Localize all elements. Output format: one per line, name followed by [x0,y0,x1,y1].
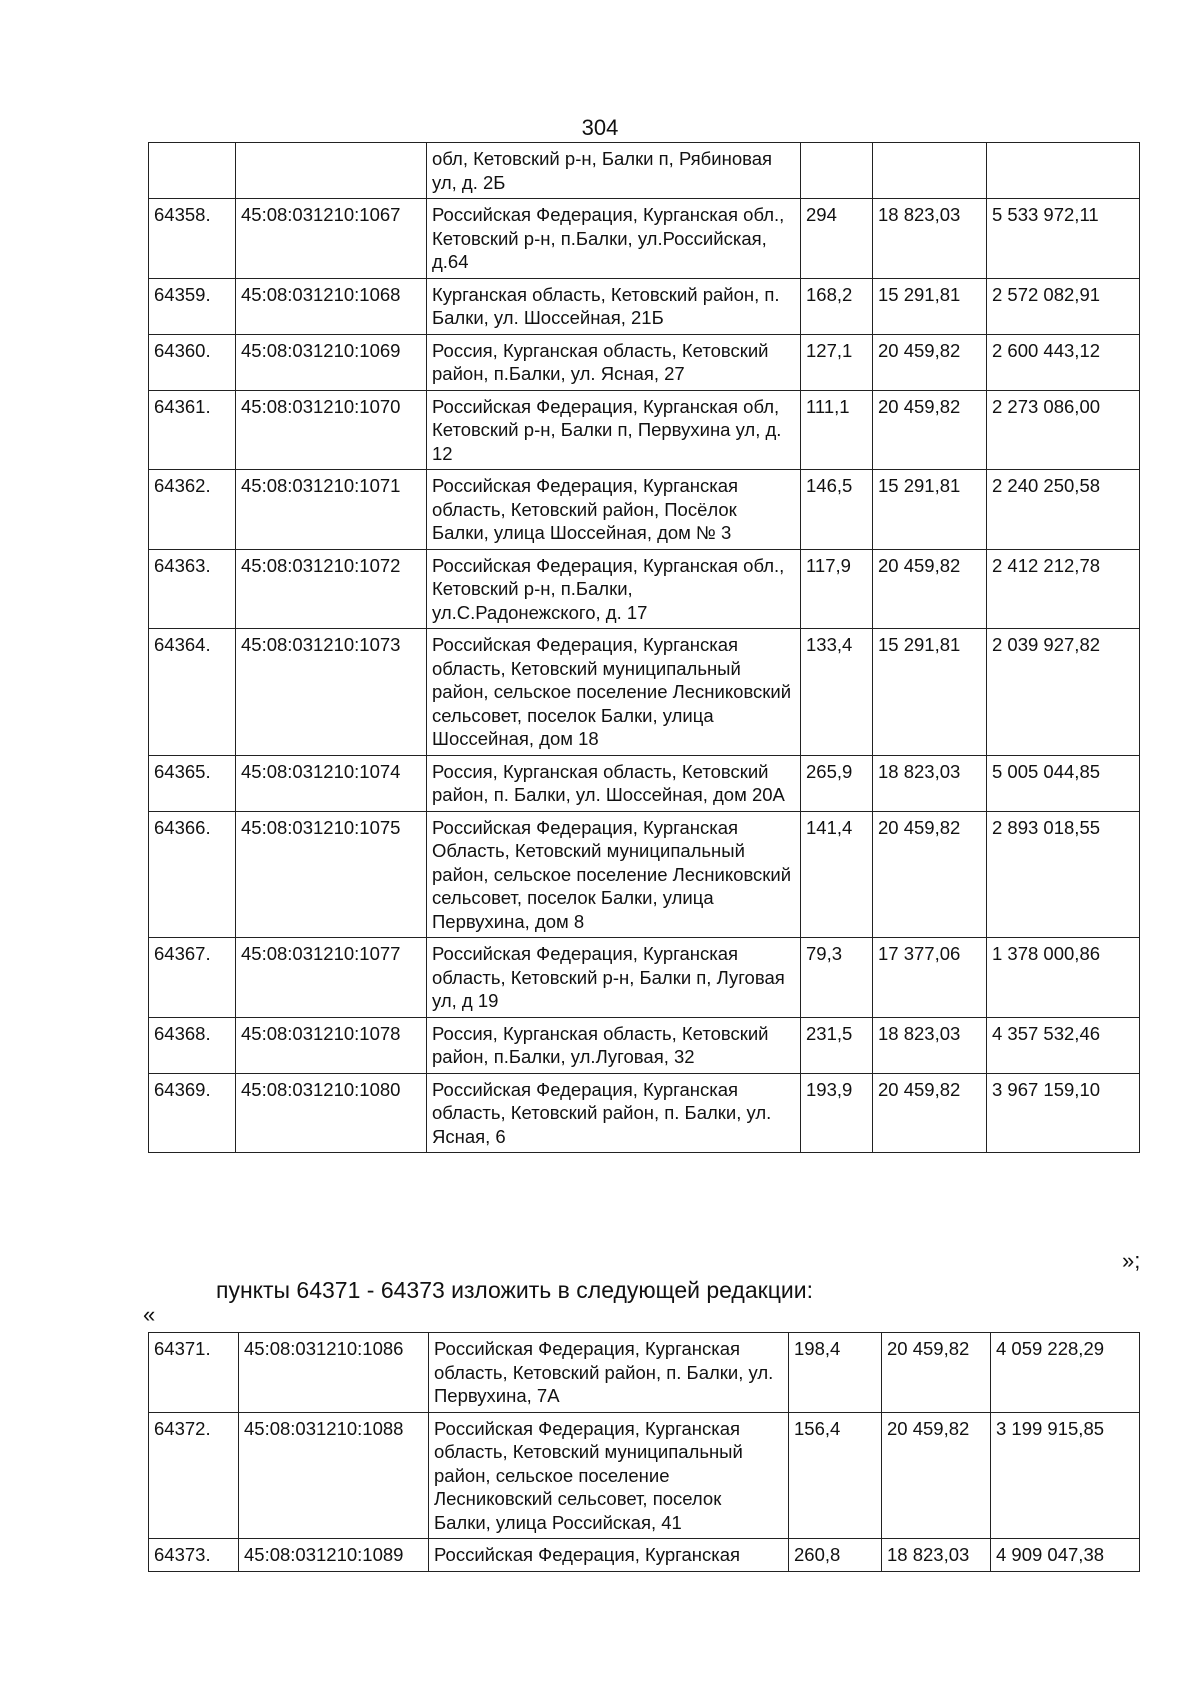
address-cell: Российская Федерация, Курганская обл., Кетовский р-н, п.Балки, ул.С.Радонежского, д. 17 [427,549,801,629]
cadastral-rate-cell: 15 291,81 [873,278,987,334]
cadastral-number-cell: 45:08:031210:1068 [236,278,427,334]
cadastral-value-cell: 4 357 532,46 [987,1017,1140,1073]
area-cell: 294 [801,199,873,279]
cadastral-value-cell: 5 533 972,11 [987,199,1140,279]
cadastral-value-cell: 2 240 250,58 [987,470,1140,550]
area-cell [801,143,873,199]
row-number-cell: 64371. [149,1333,239,1413]
row-number-cell: 64362. [149,470,236,550]
table-row [149,390,1140,470]
address-cell: Российская Федерация, Курганская область, Кетовский район, п. Балки, ул. Ясная, 6 [427,1073,801,1153]
row-number-cell: 64360. [149,334,236,390]
cadastral-rate-cell: 20 459,82 [873,811,987,938]
address-cell: Российская Федерация, Курганская область, Кетовский район, Посёлок Балки, улица Шоссейная, дом № 3 [427,470,801,550]
address-cell: Российская Федерация, Курганская область, Кетовский район, п. Балки, ул. Первухина, 7А [429,1333,789,1413]
cadastral-number-cell: 45:08:031210:1070 [236,390,427,470]
cadastral-number-cell [236,143,427,199]
cadastral-number-cell: 45:08:031210:1067 [236,199,427,279]
row-number-cell: 64369. [149,1073,236,1153]
amended-property-table [148,1332,1140,1572]
area-cell: 231,5 [801,1017,873,1073]
cadastral-rate-cell: 18 823,03 [873,199,987,279]
cadastral-rate-cell: 20 459,82 [882,1333,991,1413]
area-cell: 133,4 [801,629,873,756]
address-cell: Российская Федерация, Курганская обл., Кетовский р-н, п.Балки, ул.Российская, д.64 [427,199,801,279]
cadastral-number-cell: 45:08:031210:1088 [239,1412,429,1539]
closing-quote: »; [1122,1248,1141,1273]
address-cell: Курганская область, Кетовский район, п. Балки, ул. Шоссейная, 21Б [427,278,801,334]
area-cell: 260,8 [789,1539,882,1572]
cadastral-rate-cell: 20 459,82 [873,1073,987,1153]
cadastral-value-cell: 2 600 443,12 [987,334,1140,390]
area-cell: 198,4 [789,1333,882,1413]
table-row [149,1539,1140,1572]
cadastral-rate-cell [873,143,987,199]
table-row [149,278,1140,334]
area-cell: 168,2 [801,278,873,334]
cadastral-rate-cell: 18 823,03 [873,755,987,811]
cadastral-rate-cell: 20 459,82 [873,334,987,390]
row-number-cell [149,143,236,199]
cadastral-value-cell: 2 412 212,78 [987,549,1140,629]
row-number-cell: 64358. [149,199,236,279]
row-number-cell: 64365. [149,755,236,811]
cadastral-value-cell: 2 273 086,00 [987,390,1140,470]
area-cell: 127,1 [801,334,873,390]
table-row [149,1073,1140,1153]
cadastral-number-cell: 45:08:031210:1075 [236,811,427,938]
table-row [149,755,1140,811]
cadastral-number-cell: 45:08:031210:1071 [236,470,427,550]
table-row [149,811,1140,938]
cadastral-number-cell: 45:08:031210:1073 [236,629,427,756]
address-cell: Российская Федерация, Курганская [429,1539,789,1572]
cadastral-number-cell: 45:08:031210:1080 [236,1073,427,1153]
cadastral-number-cell: 45:08:031210:1069 [236,334,427,390]
address-cell: Российская Федерация, Курганская Область, Кетовский муниципальный район, сельское поселение Лесниковский сельсовет, поселок Балки, улица Первухина, дом 8 [427,811,801,938]
area-cell: 156,4 [789,1412,882,1539]
address-cell: Российская Федерация, Курганская область, Кетовский р-н, Балки п, Луговая ул, д 19 [427,938,801,1018]
address-cell: Россия, Курганская область, Кетовский район, п.Балки, ул. Ясная, 27 [427,334,801,390]
cadastral-value-cell: 3 199 915,85 [991,1412,1140,1539]
area-cell: 111,1 [801,390,873,470]
row-number-cell: 64372. [149,1412,239,1539]
table-row [149,199,1140,279]
cadastral-value-cell: 3 967 159,10 [987,1073,1140,1153]
cadastral-rate-cell: 20 459,82 [882,1412,991,1539]
address-cell: Россия, Курганская область, Кетовский район, п. Балки, ул. Шоссейная, дом 20А [427,755,801,811]
table-row [149,334,1140,390]
cadastral-rate-cell: 15 291,81 [873,629,987,756]
cadastral-value-cell: 5 005 044,85 [987,755,1140,811]
cadastral-rate-cell: 17 377,06 [873,938,987,1018]
cadastral-number-cell: 45:08:031210:1072 [236,549,427,629]
cadastral-rate-cell: 20 459,82 [873,549,987,629]
cadastral-value-cell: 2 893 018,55 [987,811,1140,938]
opening-quote: « [143,1302,156,1327]
cadastral-rate-cell: 20 459,82 [873,390,987,470]
cadastral-number-cell: 45:08:031210:1078 [236,1017,427,1073]
amendment-instruction: пункты 64371 - 64373 изложить в следующей редакции: [216,1277,813,1303]
table-row [149,470,1140,550]
address-cell: Российская Федерация, Курганская область, Кетовский муниципальный район, сельское поселение Лесниковский сельсовет, поселок Балки, улица Шоссейная, дом 18 [427,629,801,756]
row-number-cell: 64367. [149,938,236,1018]
row-number-cell: 64363. [149,549,236,629]
row-number-cell: 64364. [149,629,236,756]
cadastral-rate-cell: 15 291,81 [873,470,987,550]
table-row [149,143,1140,199]
area-cell: 265,9 [801,755,873,811]
address-cell: Россия, Курганская область, Кетовский район, п.Балки, ул.Луговая, 32 [427,1017,801,1073]
table-row [149,629,1140,756]
area-cell: 79,3 [801,938,873,1018]
area-cell: 117,9 [801,549,873,629]
row-number-cell: 64359. [149,278,236,334]
area-cell: 141,4 [801,811,873,938]
cadastral-number-cell: 45:08:031210:1089 [239,1539,429,1572]
row-number-cell: 64361. [149,390,236,470]
cadastral-rate-cell: 18 823,03 [882,1539,991,1572]
cadastral-rate-cell: 18 823,03 [873,1017,987,1073]
cadastral-value-cell: 1 378 000,86 [987,938,1140,1018]
address-cell: Российская Федерация, Курганская обл, Кетовский р-н, Балки п, Первухина ул, д. 12 [427,390,801,470]
property-table [148,142,1140,1153]
cadastral-number-cell: 45:08:031210:1086 [239,1333,429,1413]
address-cell: обл, Кетовский р-н, Балки п, Рябиновая ул, д. 2Б [427,143,801,199]
cadastral-number-cell: 45:08:031210:1077 [236,938,427,1018]
cadastral-value-cell: 4 059 228,29 [991,1333,1140,1413]
cadastral-value-cell: 4 909 047,38 [991,1539,1140,1572]
row-number-cell: 64373. [149,1539,239,1572]
table-row [149,549,1140,629]
area-cell: 146,5 [801,470,873,550]
table-row [149,1333,1140,1413]
cadastral-value-cell: 2 039 927,82 [987,629,1140,756]
table-row [149,1412,1140,1539]
cadastral-number-cell: 45:08:031210:1074 [236,755,427,811]
area-cell: 193,9 [801,1073,873,1153]
row-number-cell: 64368. [149,1017,236,1073]
table-row [149,1017,1140,1073]
table-row [149,938,1140,1018]
cadastral-value-cell [987,143,1140,199]
page-number: 304 [581,115,619,140]
address-cell: Российская Федерация, Курганская область, Кетовский муниципальный район, сельское поселение Лесниковский сельсовет, поселок Балки, улица Российская, 41 [429,1412,789,1539]
cadastral-value-cell: 2 572 082,91 [987,278,1140,334]
row-number-cell: 64366. [149,811,236,938]
